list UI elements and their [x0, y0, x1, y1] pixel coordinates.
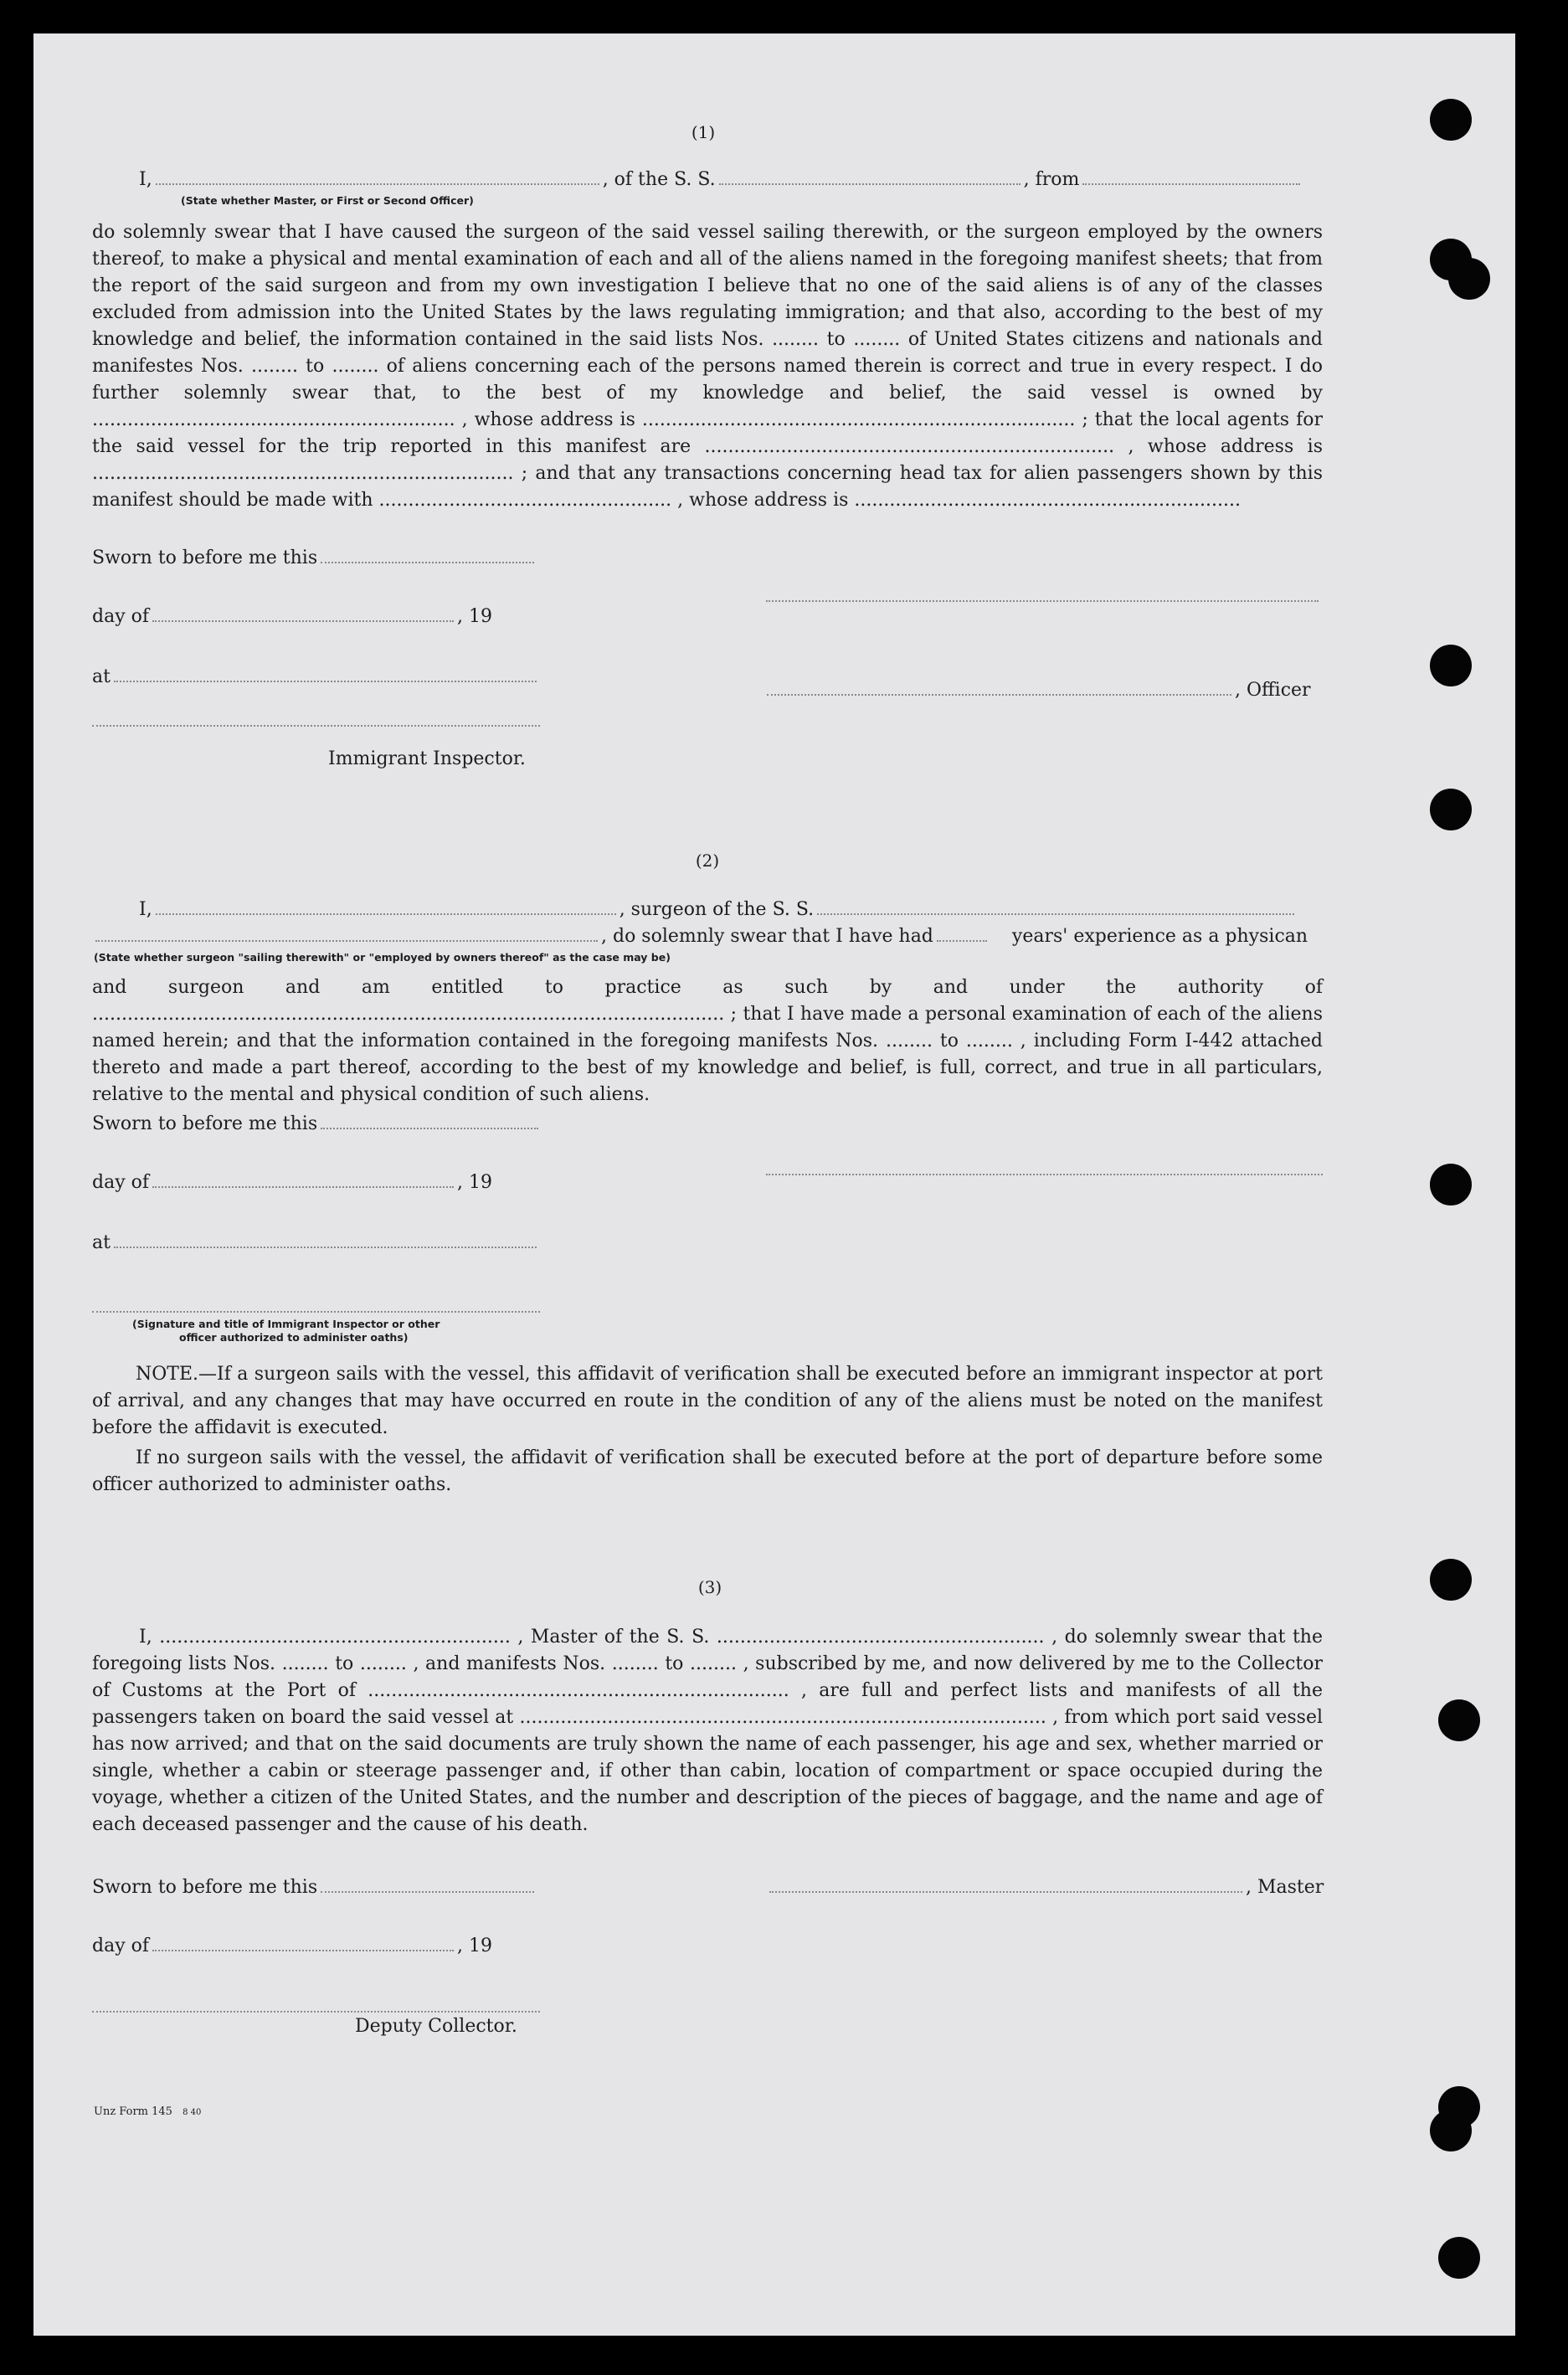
section-2-sig-caption-1: (Signature and title of Immigrant Inspector or other [132, 1318, 440, 1330]
section-1-paragraph: do solemnly swear that I have caused the surgeon of the said vessel sailing therewith, or the surgeon employed by the owners thereof, to make a physical and mental examination of each and all of the aliens named in the foregoing manifest sheets; that from the report of the said surgeon and from my own investigation I believe that no one of the said aliens is of any of the classes excluded from admission into the United States by the laws regulating immigration; and that also, according to the best of my knowledge and belief, the information contained in the said lists Nos. ........ to ........ of United States citizens and nationals and manifestes Nos. ........ to ........ of aliens concerning each of the persons named therein is correct and true in every respect. I do further solemnly swear that, to the best of my knowledge and belief, the said vessel is owned by .............................................................. , whose address is .......................................................................... ; that the local agents for the said vessel for the trip reported in this manifest are ...................................................................... , whose address is ........................................................................ ; and that any transactions concerning head tax for alien passengers shown by this manifest should be made with .................................................. , whose address is .................................................................. [92, 222, 1323, 511]
section-1-number: (1) [691, 122, 716, 142]
section-1-inspector: Immigrant Inspector. [328, 748, 526, 769]
section-2-line-1: I, , surgeon of the S. S. [139, 899, 1298, 920]
punch-hole [1430, 2110, 1472, 2151]
form-number: Unz Form 145 8 40 [94, 2105, 202, 2118]
section-3-day-of: day of , 19 [92, 1935, 492, 1956]
section-1-officer [763, 680, 1311, 701]
section-2-line-2: , do solemnly swear that I have had years' experience as a physican [92, 926, 1308, 947]
section-3-deputy: Deputy Collector. [355, 2016, 517, 2037]
section-1-i: I, [139, 169, 152, 190]
section-2-at: at [92, 1232, 540, 1253]
section-2-day-of: day of , 19 [92, 1172, 492, 1193]
section-3-paragraph: I, ............................................................ , Master of the S. S. ........................................................ , do solemnly swear that the foregoing lists Nos. ........ to ........ , and manifests Nos. ........ to ........ , subscribed by me, and now delivered by me to the Collector of Customs at the Port of ........................................................................ , are full and perfect lists and manifests of all the passengers taken on board the said vessel at .......................................................................................... , from which port said vessel has now arrived; and that on the said documents are truly shown the name of each passenger, his age and sex, whether married or single, whether a cabin or steerage passenger and, if other than cabin, location of compartment or space occupied during the voyage, whether a citizen of the United States, and the number and description of the pieces of baggage, and the name and age of each deceased passenger and the cause of his death. [92, 1627, 1323, 1835]
section-3-master [766, 1877, 1324, 1898]
section-3-number: (3) [697, 1577, 722, 1597]
section-2-paragraph: and surgeon and am entitled to practice as such by and under the authority of ............................................................................................................ ; that I have made a personal examination of each of the aliens named herein; and that the information contained in the foregoing manifests Nos. ........ to ........ , including Form I-442 attached thereto and made a part thereof, according to the best of my knowledge and belief, is full, correct, and true in all particulars, relative to the mental and physical condition of such aliens. [92, 977, 1323, 1105]
section-1-signature-line-top [766, 600, 1319, 602]
section-1-at: at [92, 666, 540, 687]
section-2-signature-line [766, 1174, 1323, 1175]
section-1-day-of: day of , 19 [92, 606, 492, 627]
section-1-sworn: Sworn to before me this [92, 547, 537, 568]
section-1-caption: (State whether Master, or First or Second Officer) [181, 194, 474, 207]
note-paragraph-1: NOTE.—If a surgeon sails with the vessel, this affidavit of verification shall be executed before an immigrant inspector at port of arrival, and any changes that may have occurred en route in the condition of any of the aliens must be noted on the manifest before the affidavit is executed. [92, 1364, 1323, 1438]
punch-hole [1430, 1559, 1472, 1601]
section-3-sworn: Sworn to before me this [92, 1877, 537, 1898]
master-label: , Master [1246, 1877, 1324, 1898]
section-1-line-1 [139, 169, 1303, 190]
section-2-sig-caption-2: officer authorized to administer oaths) [179, 1331, 409, 1344]
section-2-sworn: Sworn to before me this [92, 1113, 542, 1134]
section-2-number: (2) [695, 851, 720, 871]
punch-hole [1430, 645, 1472, 686]
note-paragraph-2: If no surgeon sails with the vessel, the affidavit of verification shall be executed before at the port of departure before some officer authorized to administer oaths. [92, 1447, 1323, 1495]
section-2-officer-line [92, 1311, 540, 1313]
section-2-caption: (State whether surgeon "sailing therewith" or "employed by owners thereof" as the case may be) [94, 951, 671, 964]
section-3-deputy-line [92, 2011, 540, 2013]
section-1-from: , from [1023, 169, 1080, 190]
punch-hole [1430, 789, 1472, 830]
punch-hole [1430, 1164, 1472, 1205]
punch-hole [1438, 1699, 1480, 1741]
officer-label: , Officer [1235, 680, 1311, 701]
punch-hole [1448, 258, 1490, 300]
punch-hole [1430, 99, 1472, 141]
section-1-inspector-line [92, 725, 540, 727]
punch-hole [1438, 2237, 1480, 2279]
section-1-of-ss: , of the S. S. [602, 169, 716, 190]
